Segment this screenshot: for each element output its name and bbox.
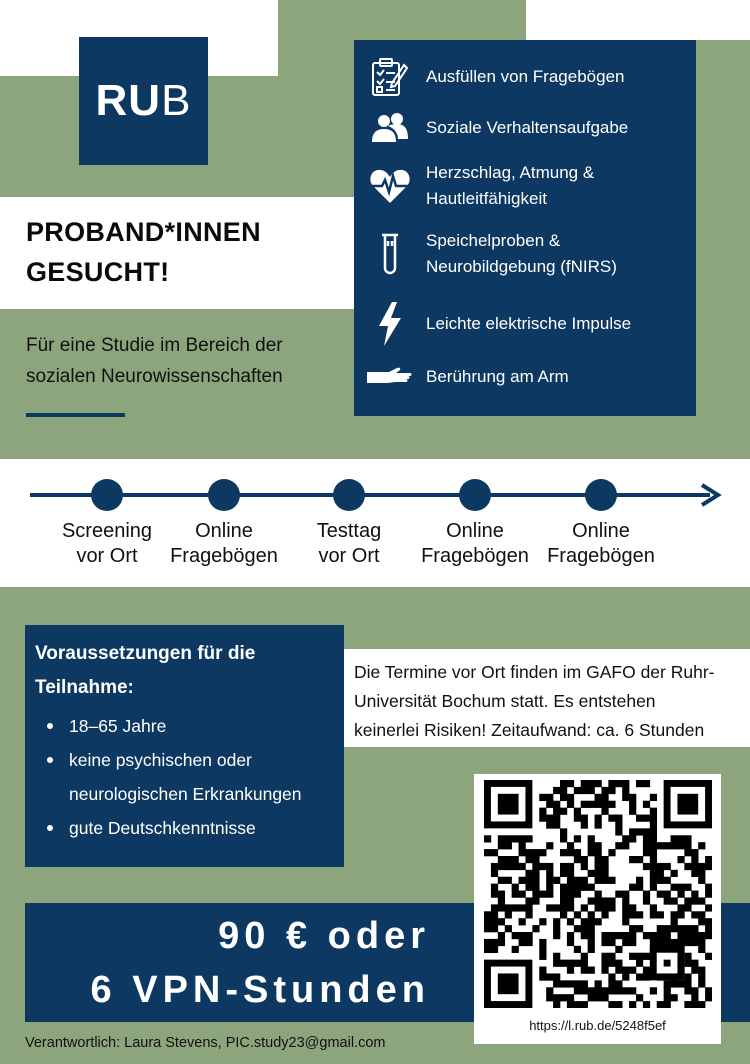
people-icon	[354, 112, 426, 144]
requirement-item: keine psychischen oder	[35, 743, 334, 777]
requirements-title	[35, 637, 334, 705]
info-line: Die Termine vor Ort finden im GAFO der Ruhr-	[354, 662, 715, 682]
task-label-line-2: Hautleitfähigkeit	[426, 189, 547, 208]
requirement-item: 18–65 Jahre	[35, 709, 334, 743]
qr-code[interactable]	[484, 780, 712, 1008]
timeline-step-online-3	[531, 519, 671, 569]
step-sublabel: vor Ort	[76, 545, 138, 567]
timeline-dot	[585, 479, 617, 511]
timeline-dot	[91, 479, 123, 511]
requirements-panel	[25, 625, 344, 867]
reward-text	[40, 903, 430, 1022]
requirements-title-line-2: Teilnahme:	[35, 677, 134, 698]
task-item	[354, 108, 696, 148]
arrow-right-icon	[698, 482, 722, 508]
task-item	[354, 160, 696, 212]
step-label: Online	[446, 520, 504, 542]
logo-text-light: B	[161, 76, 192, 125]
task-label: Berührung am Arm	[426, 367, 569, 386]
step-sublabel: vor Ort	[318, 545, 380, 567]
timeline-dot	[208, 479, 240, 511]
step-sublabel: Fragebögen	[170, 545, 278, 567]
qr-url[interactable]: https://l.rub.de/5248f5ef	[529, 1018, 666, 1033]
timeline-step-testtag	[279, 519, 419, 569]
lightning-icon	[354, 302, 426, 346]
logo-text-bold: RU	[95, 76, 162, 125]
task-label: Leichte elektrische Impulse	[426, 314, 632, 333]
rub-logo	[79, 37, 208, 165]
accent-divider	[26, 413, 125, 417]
requirement-item: gute Deutschkenntnisse	[35, 811, 334, 845]
timeline-dot	[459, 479, 491, 511]
subtitle-line-1: Für eine Studie im Bereich der	[26, 335, 283, 356]
requirements-title-line-1: Voraussetzungen für die	[35, 643, 256, 664]
task-item	[354, 228, 696, 280]
requirement-item-continued: neurologischen Erkrankungen	[69, 784, 302, 804]
task-label-line-2: Neurobildgebung (fNIRS)	[426, 257, 617, 276]
footer-contact: Verantwortlich: Laura Stevens, PIC.study23@gmail.com	[25, 1035, 386, 1051]
heartbeat-icon	[354, 168, 426, 204]
test-tube-icon	[354, 232, 426, 276]
task-item	[354, 362, 696, 392]
timeline-step-online-2	[405, 519, 545, 569]
title-line-1: PROBAND*INNEN	[26, 217, 261, 247]
requirements-list	[35, 709, 334, 845]
title-line-2: GESUCHT!	[26, 257, 170, 287]
step-label: Online	[195, 520, 253, 542]
subtitle	[26, 330, 346, 392]
task-label: Herzschlag, Atmung &	[426, 163, 595, 182]
task-label: Ausfüllen von Fragebögen	[426, 67, 625, 86]
info-line: Universität Bochum statt. Es entstehen	[354, 691, 656, 711]
timeline-dot	[333, 479, 365, 511]
page-title	[26, 212, 346, 292]
task-label: Soziale Verhaltensaufgabe	[426, 118, 629, 137]
step-label: Online	[572, 520, 630, 542]
task-item	[354, 56, 696, 98]
hand-touch-icon	[354, 366, 426, 388]
reward-line-2: 6 VPN-Stunden	[90, 968, 430, 1011]
clipboard-checklist-icon	[354, 57, 426, 97]
timeline-step-online-1	[154, 519, 294, 569]
info-text	[354, 658, 746, 745]
step-sublabel: Fragebögen	[547, 545, 655, 567]
step-label: Testtag	[316, 520, 382, 542]
task-item	[354, 302, 696, 346]
step-sublabel: Fragebögen	[421, 545, 529, 567]
subtitle-line-2: sozialen Neurowissenschaften	[26, 366, 283, 387]
reward-line-1: 90 € oder	[218, 914, 430, 957]
info-line: keinerlei Risiken! Zeitaufwand: ca. 6 Stunden	[354, 720, 705, 740]
task-label: Speichelproben &	[426, 231, 561, 250]
step-label: Screening	[61, 520, 153, 542]
task-list-panel	[354, 40, 696, 416]
top-right-white-block	[526, 0, 750, 40]
